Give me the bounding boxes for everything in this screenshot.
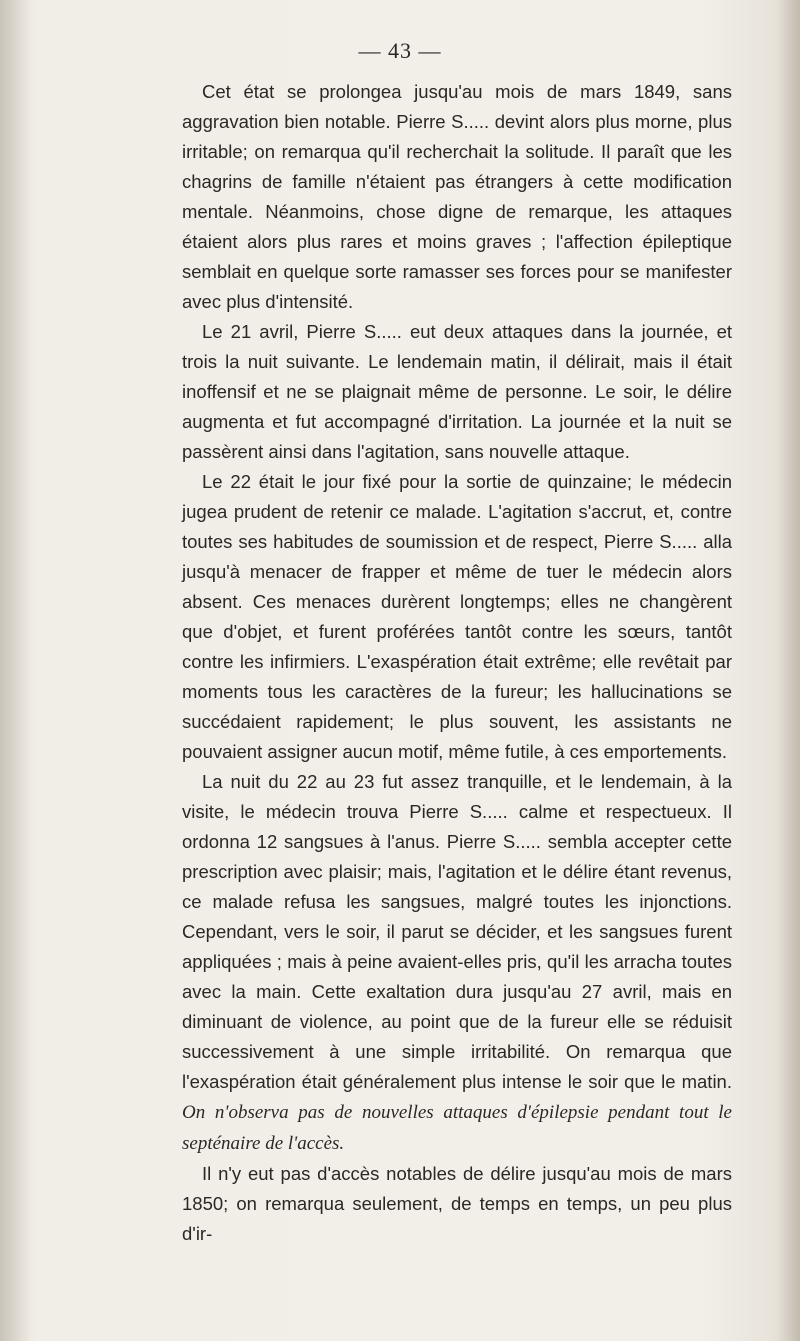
binding-shadow bbox=[0, 0, 30, 1341]
body-text bbox=[182, 77, 732, 1249]
paragraph-3: Le 22 était le jour fixé pour la sortie de quinzaine; le médecin jugea prudent de retenir ce malade. L'agitation s'accrut, et, contre toutes ses habitudes de soumission et de respect, Pierre S..... alla jusqu'à menacer de frapper et même de tuer le médecin alors absent. Ces menaces durèrent longtemps; elles ne changèrent que d'objet, et furent proférées tantôt contre les sœurs, tantôt contre les infirmiers. L'exaspération était extrême; elle revêtait par moments tous les caractères de la fureur; les hallucinations se succédaient rapidement; le plus souvent, les assistants ne pouvaient assigner aucun motif, même futile, à ces emportements. bbox=[182, 471, 732, 762]
paragraph-4-italic: On n'observa pas de nouvelles attaques d'épilepsie pendant tout le septénaire de l'accès. bbox=[182, 1102, 732, 1154]
page-number: — 43 — bbox=[358, 38, 442, 63]
page-edge bbox=[778, 0, 800, 1341]
paragraph-5: Il n'y eut pas d'accès notables de délire jusqu'au mois de mars 1850; on remarqua seulement, de temps en temps, un peu plus d'ir- bbox=[182, 1163, 732, 1244]
paragraph-1: Cet état se prolongea jusqu'au mois de mars 1849, sans aggravation bien notable. Pierre S..... devint alors plus morne, plus irritable; on remarqua qu'il recherchait la solitude. Il paraît que les chagrins de famille n'étaient pas étrangers à cette modification mentale. Néanmoins, chose digne de remarque, les attaques étaient alors plus rares et moins graves ; l'affection épileptique semblait en quelque sorte ramasser ses forces pour se manifester avec plus d'intensité. bbox=[182, 81, 732, 312]
paragraph-4-text: La nuit du 22 au 23 fut assez tranquille, et le lendemain, à la visite, le médecin trouva Pierre S..... calme et respectueux. Il ordonna 12 sangsues à l'anus. Pierre S..... sembla accepter cette prescription avec plaisir; mais, l'agitation et le délire étant revenus, ce malade refusa les sangsues, malgré toutes les injonctions. Cependant, vers le soir, il parut se décider, et les sangsues furent appliquées ; mais à peine avaient-elles pris, qu'il les arracha toutes avec la main. Cette exaltation dura jusqu'au 27 avril, mais en diminuant de violence, au point que de la fureur elle se réduisit successivement à une simple irritabilité. On remarqua que l'exaspération était généralement plus intense le soir que le matin. bbox=[182, 771, 732, 1092]
paragraph-4 bbox=[182, 767, 732, 1159]
paragraph-2: Le 21 avril, Pierre S..... eut deux attaques dans la journée, et trois la nuit suivante. Le lendemain matin, il délirait, mais il était inoffensif et ne se plaignait même de personne. Le soir, le délire augmenta et fut accompagné d'irritation. La journée et la nuit se passèrent ainsi dans l'agitation, sans nouvelle attaque. bbox=[182, 321, 732, 462]
